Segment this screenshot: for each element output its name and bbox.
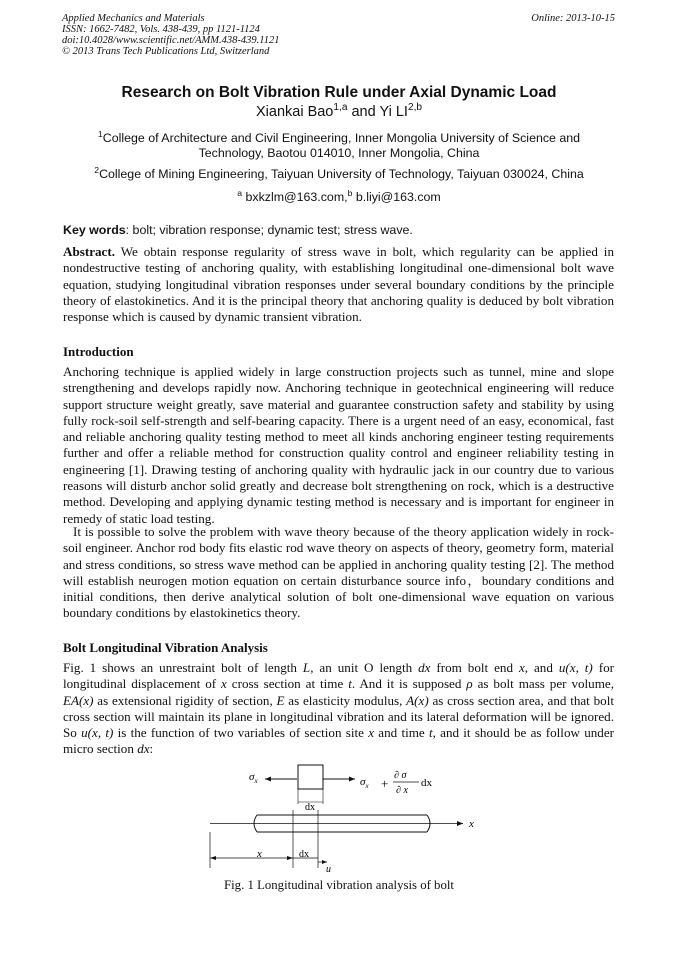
aff1-line2: Technology, Baotou 014010, Inner Mongolia, China: [198, 146, 480, 160]
x-axis-label: x: [469, 818, 474, 830]
unit-element-box: [298, 765, 323, 789]
x-dimension-label: x: [257, 848, 262, 860]
x-axis-arrow: [457, 821, 463, 826]
aff1-line1: College of Architecture and Civil Engineering, Inner Mongolia University of Science and: [102, 131, 581, 145]
abstract-label: Abstract.: [63, 244, 115, 259]
ba-t9: as extensional rigidity of section,: [93, 692, 277, 708]
online-date: Online: 2013-10-15: [531, 13, 615, 24]
ba-t4: , and: [524, 660, 559, 675]
ba-rho: ρ: [466, 676, 473, 692]
author-line: [0, 104, 678, 120]
partial-denominator: ∂ x: [396, 785, 408, 796]
ba-x3: x: [368, 725, 375, 741]
ba-t12: is the function of two variables of section site: [113, 725, 369, 741]
ba-t2v: t: [428, 725, 433, 741]
ba-dx: dx: [418, 660, 431, 675]
journal-name: Applied Mechanics and Materials: [62, 13, 205, 24]
ba-t7: . And it is supposed: [351, 676, 467, 692]
ba-dx2: dx: [137, 741, 150, 757]
abstract-text: We obtain response regularity of stress wave in bolt, which regularity can be applied in nondestructive testing of anchoring quality, with establishing longitudinal one-dimensional bolt wave equation, studying longitudinal vibration responses under several boundary conditions by the principle theory of elastokinetics. And it is the principal theory that anchoring quality is deduced by bolt vibration response which is caused by dynamic transient vibration.: [63, 244, 614, 325]
u-label: u: [326, 864, 331, 875]
ba-t6: cross section at time: [226, 676, 349, 692]
keywords-label: Key words: [63, 223, 126, 237]
bolt-diagram: [205, 760, 495, 875]
plus-sign: +: [381, 776, 389, 791]
ba-t5: for longitudinal displacement of: [63, 660, 614, 692]
bolt-analysis-paragraph: [63, 660, 614, 758]
ba-Ax: A(x): [406, 692, 429, 708]
bolt-analysis-heading: Bolt Longitudinal Vibration Analysis: [63, 640, 268, 655]
affiliation-1: [0, 128, 678, 161]
author-1-sup: 1,a: [333, 102, 348, 114]
emails: [0, 187, 678, 205]
ba-uxt2: u(x, t): [81, 725, 114, 741]
ba-t15: :: [149, 741, 154, 757]
ba-t: t: [348, 676, 352, 692]
ba-E: E: [276, 692, 285, 708]
dx-top-label: dx: [305, 802, 315, 813]
author-and: and: [347, 104, 380, 120]
email-b-sup: b: [347, 187, 353, 198]
figure-caption: Fig. 1 Longitudinal vibration analysis of bolt: [224, 878, 454, 892]
affiliation-2: [0, 164, 678, 182]
keywords-text: : bolt; vibration response; dynamic test; stress wave.: [125, 223, 413, 237]
ba-t14: , and it should be as follow under micro section: [63, 725, 615, 757]
aff1-number: 1: [97, 128, 103, 139]
email-a-sup: a: [237, 187, 243, 198]
journal-header: [62, 13, 279, 57]
email-b: b.liyi@163.com: [352, 190, 441, 204]
dx-right-label: dx: [421, 777, 432, 789]
introduction-paragraph-2: It is possible to solve the problem with wave theory because of the theory application widely in rock-soil engineer. Anchor rod body fits elastic rod wave theory on aspects of theory, geometry form, material and stress conditions, so stress wave method can be applied in anchoring quality testing [2]. The method will establish neurogen motion equation on certain disturbance source info，boundary conditions and initial conditions, then derive analytical solution of bolt one-dimensional wave equation on various boundary conditions by elastokinetics theory.: [63, 524, 614, 621]
author-1: Xiankai Bao: [255, 104, 334, 120]
ba-t3: from bolt end: [430, 660, 519, 675]
issn-line: ISSN: 1662-7482, Vols. 438-439, pp 1121-1124: [62, 24, 260, 35]
keywords: [63, 223, 413, 237]
ba-EAx: EA(x): [63, 692, 94, 708]
abstract: [63, 244, 614, 325]
doi-line: doi:10.4028/www.scientific.net/AMM.438-439.1121: [62, 35, 280, 46]
ba-t2: , an unit O length: [310, 660, 419, 675]
sigma-right: $\sigma_x$: [360, 776, 369, 790]
introduction-paragraph-1: Anchoring technique is applied widely in large construction projects such as tunnel, mine and slope strengthening and develops rapidly now. Anchoring technique in geotechnical engineering will reduce support structure weight greatly, save material and guarantee construction safety and stability by using fully rock-soil self-strength and self-bearing capacity. There is a urgent need of an easy, economical, fast and reliable anchoring quality testing method to meet all kinds anchoring engineer testing requirements further and offer a reliable method for construction quality control and engineer reliability testing in engineering [1]. Drawing testing of anchoring quality with hydraulic jack in our country due to various reasons will disturb anchor solid greatly and decrease bolt strengthening on rock, which is a destructive method. Developing and applying dynamic testing method is necessary and is important for engineer in remedy of static load testing.: [63, 364, 614, 526]
x-dim-arrow-right: [287, 856, 293, 860]
ba-L: L: [302, 660, 311, 675]
aff2-text: College of Mining Engineering, Taiyuan University of Technology, Taiyuan 030024, China: [99, 167, 584, 181]
ba-t1: Fig. 1 shows an unrestraint bolt of length: [63, 660, 303, 675]
sigma-left: $\sigma_x$: [249, 771, 258, 785]
ba-uxt: u(x, t): [558, 660, 593, 675]
author-2: Yi LI: [379, 104, 408, 120]
dx-bottom-label: dx: [299, 849, 309, 860]
introduction-heading: Introduction: [63, 344, 134, 359]
ba-t10: as elasticity modulus,: [284, 692, 407, 708]
copyright-line: © 2013 Trans Tech Publications Ltd, Switzerland: [62, 46, 270, 57]
ba-x2: x: [221, 676, 227, 692]
ba-x: x: [518, 660, 525, 675]
paper-title: Research on Bolt Vibration Rule under Axial Dynamic Load: [121, 84, 557, 101]
author-2-sup: 2,b: [407, 102, 423, 114]
email-a: bxkzlm@163.com,: [242, 190, 348, 204]
ba-t11: as cross section area, and that bolt cross section will maintain its plane in longitudinal vibration and its lateral deformation will be ignored. So: [63, 692, 614, 741]
x-dim-arrow-left: [210, 856, 216, 860]
left-arrow-head: [265, 777, 271, 782]
aff2-number: 2: [94, 164, 100, 175]
figure-1: [205, 760, 495, 875]
ba-t8: as bolt mass per volume,: [472, 676, 614, 692]
ba-t13: and time: [374, 725, 429, 741]
partial-numerator: ∂ σ: [394, 770, 407, 781]
right-arrow-head: [349, 777, 355, 782]
